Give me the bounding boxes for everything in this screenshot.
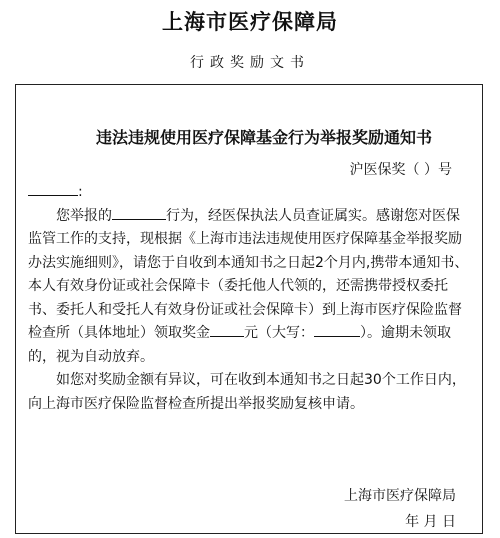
header-title: 上海市医疗保障局 [162,10,338,34]
date-line: 年 月 日 [405,514,456,530]
addressee-suffix: : [78,184,83,200]
para1-c: 元（大写： [244,325,314,341]
paragraph-2: 如您对奖励金额有异议，可在收到本通知书之日起30个工作日内，向上海市医疗保险监督检查所提出举报奖励复核申请。 [28,372,466,412]
addressee-blank [28,181,78,196]
addressee-line [28,181,470,205]
amount-uppercase-blank [314,322,360,337]
para1-b: 行为，经医保执法人员查证属实。感谢您对医保监管工作的支持，现根据《上海市违法违规使用医疗保障基金举报奖励办法实施细则》，请您于自收到本通知书之日起2个月内,携带本通知书、本人有效身份证或社会保障卡（委托他人代领的，还需携带授权委托书、委托人和受托人有效身份证或社会保障卡）到上海市医疗保险监督检查所（具体地址）领取奖金 [28,207,469,341]
document-body [28,181,470,416]
header-doc-type: 行政奖励文书 [190,55,310,71]
para1-a: 您举报的 [56,207,112,224]
paragraph-1 [28,205,470,370]
document-title: 违法违规使用医疗保障基金行为举报奖励通知书 [95,128,432,147]
para1-d: ）。逾期未领取的，视为自动放弃。 [28,325,451,365]
document-frame [15,84,483,534]
signature: 上海市医疗保障局 [344,488,456,504]
document-number: 沪医保奖（ ）号 [349,162,452,178]
behavior-blank [112,205,166,220]
amount-blank [210,322,244,337]
